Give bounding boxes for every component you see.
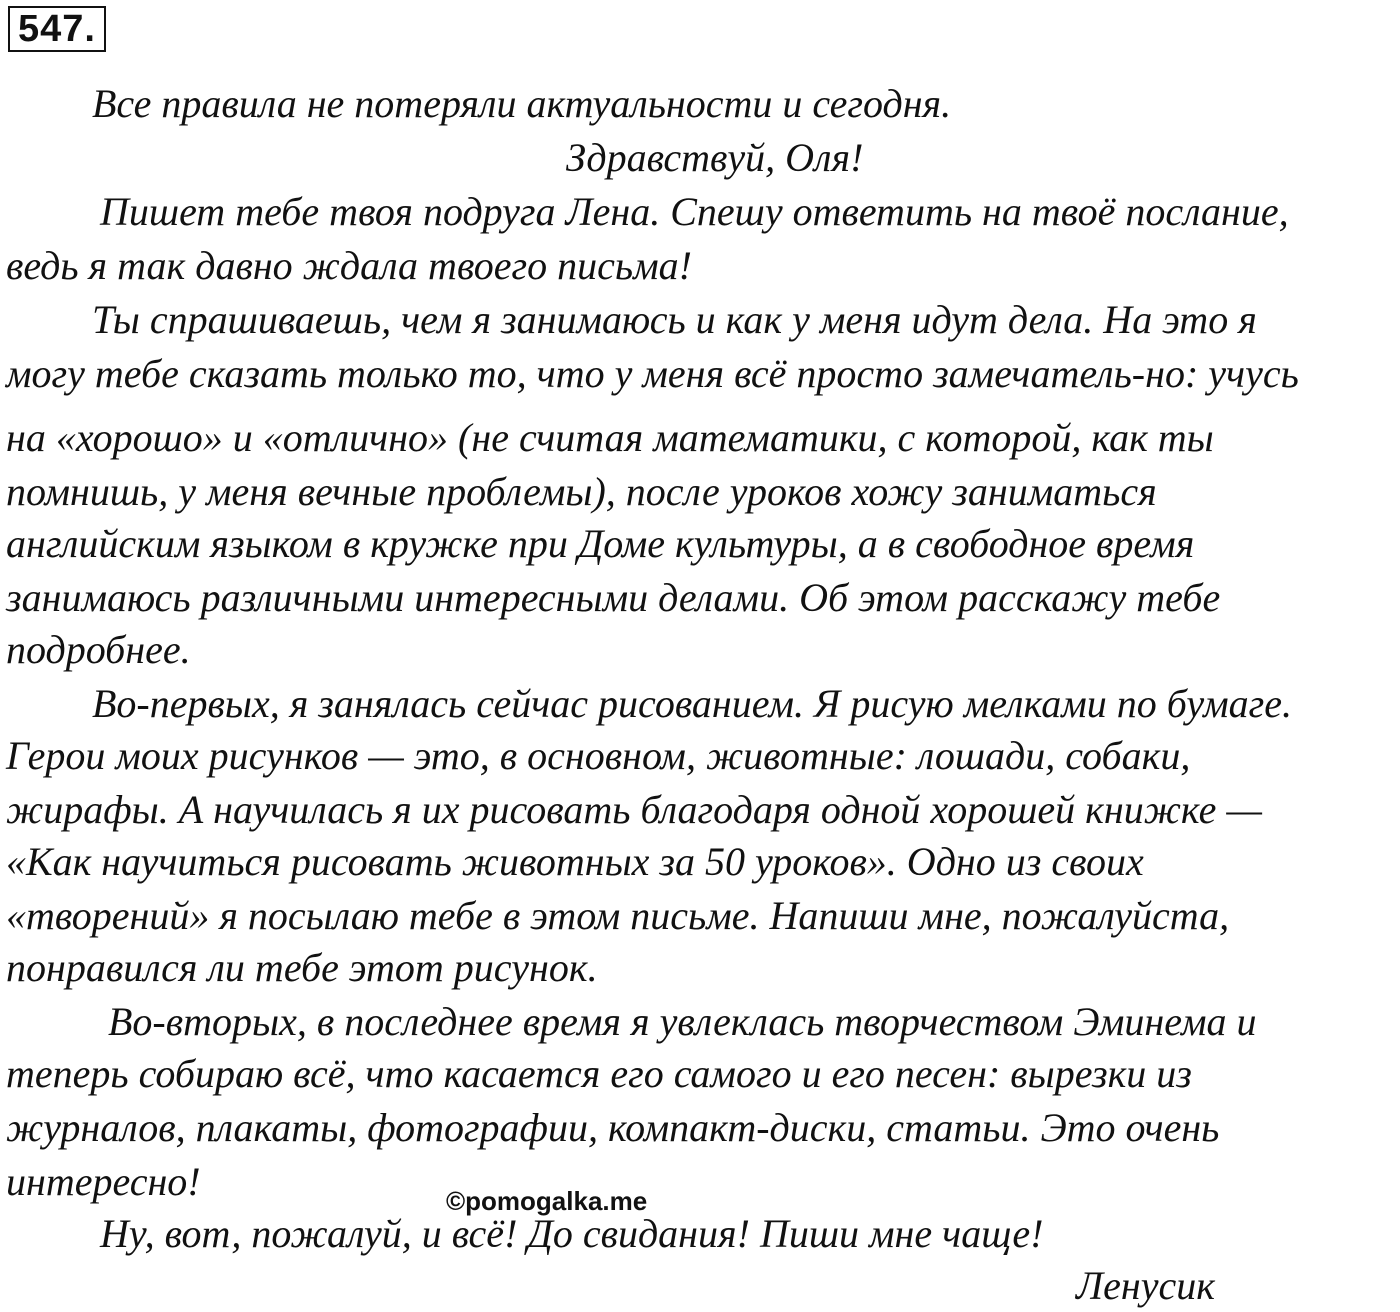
text-line: могу тебе сказать только то, что у меня всё просто замечатель-но: учусь <box>6 351 1299 396</box>
text-line: помнишь, у меня вечные проблемы), после уроков хожу заниматься <box>6 469 1157 514</box>
text-line: «Как научиться рисовать животных за 50 уроков». Одно из своих <box>6 839 1144 884</box>
text-line: Пишет тебе твоя подруга Лена. Спешу ответить на твоё послание, <box>100 189 1289 234</box>
text-line: на «хорошо» и «отлично» (не считая математики, с которой, как ты <box>6 415 1214 460</box>
text-line: Все правила не потеряли актуальности и сегодня. <box>92 81 952 126</box>
greeting-line: Здравствуй, Оля! <box>566 135 864 180</box>
text-line: Во-первых, я занялась сейчас рисованием. Я рисую мелками по бумаге. <box>92 681 1292 726</box>
exercise-number: 547. <box>8 6 106 52</box>
text-line: понравился ли тебе этот рисунок. <box>6 945 598 990</box>
text-line: теперь собираю всё, что касается его самого и его песен: вырезки из <box>6 1051 1192 1096</box>
text-line: жирафы. А научилась я их рисовать благодаря одной хорошей книжке — <box>6 787 1262 832</box>
watermark: ©pomogalka.me <box>446 1186 648 1216</box>
text-line: Во-вторых, в последнее время я увлеклась творчеством Эминема и <box>108 999 1257 1044</box>
text-line: «творений» я посылаю тебе в этом письме. Напиши мне, пожалуйста, <box>6 893 1230 938</box>
text-line: английским языком в кружке при Доме культуры, а в свободное время <box>6 521 1195 566</box>
text-line: занимаюсь различными интересными делами. Об этом расскажу тебе <box>6 575 1221 620</box>
text-line: журналов, плакаты, фотографии, компакт-диски, статьи. Это очень <box>6 1105 1220 1150</box>
text-line: подробнее. <box>6 627 191 672</box>
signature: Ленусик <box>1076 1263 1215 1308</box>
text-line: Герои моих рисунков — это, в основном, животные: лошади, собаки, <box>6 733 1191 778</box>
text-line: интересно! <box>6 1159 201 1204</box>
text-line: Ты спрашиваешь, чем я занимаюсь и как у меня идут дела. На это я <box>92 297 1257 342</box>
text-line: ведь я так давно ждала твоего письма! <box>6 243 692 288</box>
closing-line: Ну, вот, пожалуй, и всё! До свидания! Пиши мне чаще! <box>100 1211 1044 1256</box>
